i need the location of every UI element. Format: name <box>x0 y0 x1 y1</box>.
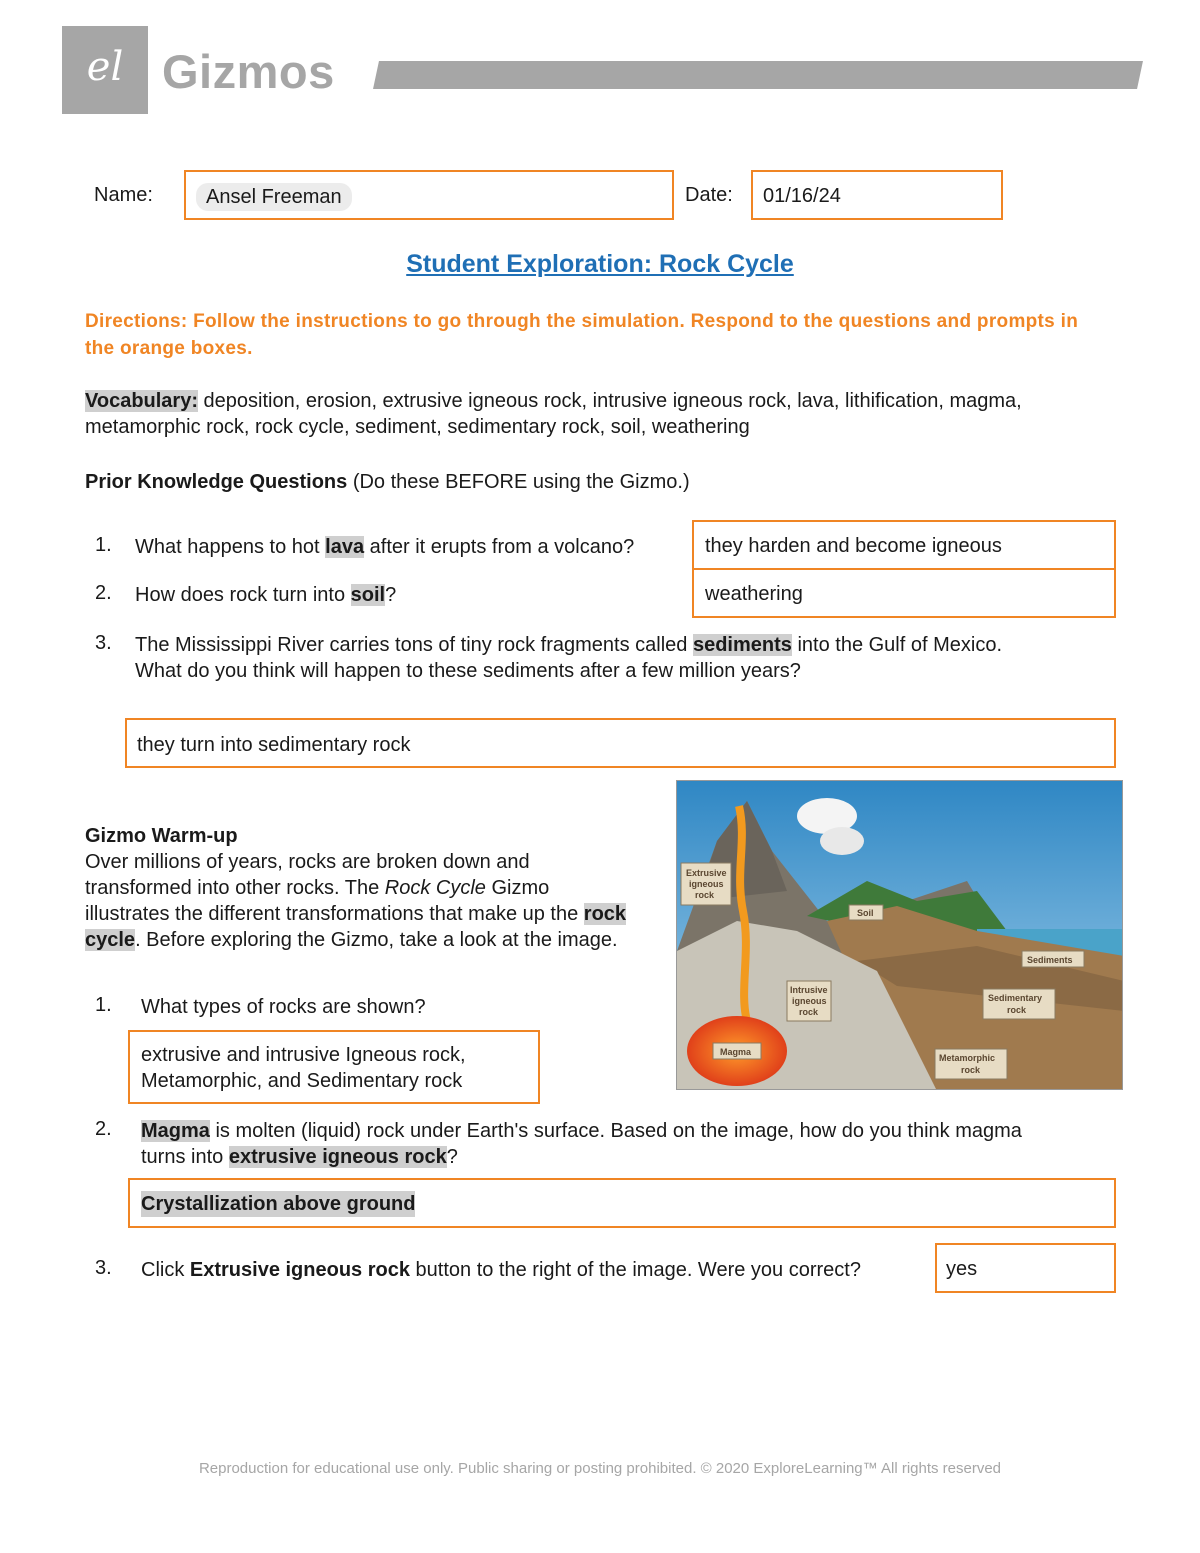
label-metamorphic-2: rock <box>961 1065 981 1075</box>
warmup-line3-pre: illustrates the different transformations that make up the <box>85 903 584 925</box>
label-sediments: Sediments <box>1027 955 1073 965</box>
label-intrusive-1: Intrusive <box>790 985 828 995</box>
prior-q3-number: 3. <box>95 632 112 654</box>
warmup-q2-number: 2. <box>95 1118 112 1140</box>
label-sedimentary-1: Sedimentary <box>988 993 1043 1003</box>
warmup-q3-term: Extrusive igneous rock <box>189 1259 410 1281</box>
prior-q3-term: sediments <box>692 634 792 656</box>
warmup-q1-answer-line2: Metamorphic, and Sedimentary rock <box>141 1070 463 1092</box>
prior-q2-post: ? <box>385 584 397 606</box>
prior-heading <box>85 469 690 495</box>
label-extrusive-1: Extrusive <box>686 868 727 878</box>
prior-q2-answer-box[interactable] <box>692 568 1116 618</box>
warmup-q2-answer: Crystallization above ground <box>141 1193 416 1215</box>
prior-q3-answer: they turn into sedimentary rock <box>137 734 411 756</box>
prior-q3-text <box>135 632 1125 684</box>
warmup-q3-pre: Click <box>141 1259 190 1281</box>
label-intrusive-3: rock <box>799 1007 819 1017</box>
warmup-line3-term: rock <box>583 903 627 925</box>
vocabulary-line2: metamorphic rock, rock cycle, sediment, sedimentary rock, soil, weathering <box>85 416 750 438</box>
date-value: 01/16/24 <box>763 185 841 207</box>
date-field[interactable] <box>751 170 1003 220</box>
directions: Directions: Follow the instructions to go through the simulation. Respond to the questions and prompts in the orange boxes. <box>85 311 1079 359</box>
warmup-line1: Over millions of years, rocks are broken down and <box>85 851 530 873</box>
prior-q1-text <box>135 534 634 560</box>
prior-q3-pre: The Mississippi River carries tons of tiny rock fragments called <box>135 634 693 656</box>
warmup-line4-post: . Before exploring the Gizmo, take a look at the image. <box>135 929 618 951</box>
name-field[interactable] <box>184 170 674 220</box>
name-label: Name: <box>94 184 153 206</box>
warmup-q2-mid: is molten (liquid) rock under Earth's surface. Based on the image, how do you think magma <box>209 1120 1022 1142</box>
prior-q1-post: after it erupts from a volcano? <box>364 536 635 558</box>
warmup-q3-answer: yes <box>946 1258 978 1280</box>
warmup-line4-term: cycle <box>85 929 136 951</box>
prior-q1-term: lava <box>325 536 365 558</box>
prior-q3-post: into the Gulf of Mexico. <box>791 634 1003 656</box>
brand-name: Gizmos <box>162 45 335 98</box>
warmup-line2-em: Rock Cycle <box>384 877 486 899</box>
prior-q1-pre: What happens to hot <box>135 536 326 558</box>
warmup-q2-answer-box[interactable] <box>128 1178 1116 1228</box>
label-extrusive-2: igneous <box>689 879 724 889</box>
warmup-q3-answer-box[interactable] <box>935 1243 1116 1293</box>
label-extrusive-3: rock <box>695 890 715 900</box>
warmup-q2-text <box>141 1118 1131 1170</box>
prior-heading-text: Prior Knowledge Questions <box>85 471 348 493</box>
prior-q3-answer-box[interactable] <box>125 718 1116 768</box>
warmup-q3-text <box>141 1257 861 1283</box>
label-intrusive-2: igneous <box>792 996 827 1006</box>
prior-q1-answer-box[interactable] <box>692 520 1116 570</box>
warmup-q2-term1: Magma <box>141 1120 210 1142</box>
warmup-q1-answer-box[interactable] <box>128 1030 540 1104</box>
warmup-line2-post: Gizmo <box>485 877 550 899</box>
prior-note: (Do these BEFORE using the Gizmo.) <box>347 471 690 493</box>
warmup-intro <box>85 823 675 953</box>
label-soil: Soil <box>857 908 874 918</box>
prior-q2-text <box>135 582 396 608</box>
warmup-q1-answer <box>141 1042 466 1094</box>
label-metamorphic-1: Metamorphic <box>939 1053 996 1063</box>
prior-q2-term: soil <box>350 584 386 606</box>
warmup-q3-post: button to the right of the image. Were you correct? <box>409 1259 861 1281</box>
page-title: Student Exploration: Rock Cycle <box>406 250 794 278</box>
prior-q2-answer: weathering <box>705 583 803 605</box>
label-sedimentary-2: rock <box>1007 1005 1027 1015</box>
header-banner <box>373 61 1143 89</box>
name-value: Ansel Freeman <box>196 183 352 211</box>
date-label: Date: <box>685 184 733 206</box>
warmup-q2-line2-post: ? <box>446 1146 458 1168</box>
prior-q2-pre: How does rock turn into <box>135 584 351 606</box>
rock-cycle-svg <box>677 781 1123 1090</box>
vocabulary-label: Vocabulary: <box>85 390 198 412</box>
cloud <box>820 827 864 855</box>
warmup-line2-pre: transformed into other rocks. The <box>85 877 385 899</box>
vocabulary <box>85 388 1125 440</box>
warmup-q2-line2-pre: turns into <box>141 1146 229 1168</box>
logo-mark: el <box>86 44 124 90</box>
label-magma: Magma <box>720 1047 752 1057</box>
warmup-q2-term2: extrusive igneous rock <box>228 1146 447 1168</box>
warmup-q1-number: 1. <box>95 994 112 1016</box>
warmup-heading: Gizmo Warm-up <box>85 825 238 847</box>
prior-q1-number: 1. <box>95 534 112 556</box>
prior-q3-line2: What do you think will happen to these sediments after a few million years? <box>135 660 801 682</box>
prior-q2-number: 2. <box>95 582 112 604</box>
warmup-q1-text: What types of rocks are shown? <box>141 996 426 1018</box>
lava-channel <box>739 806 747 1021</box>
vocabulary-line1: deposition, erosion, extrusive igneous rock, intrusive igneous rock, lava, lithification, magma, <box>198 390 1022 412</box>
rock-cycle-illustration <box>676 780 1123 1090</box>
footer-copyright: Reproduction for educational use only. Public sharing or posting prohibited. © 2020 ExploreLearning™ All rights reserved <box>198 1460 1002 1477</box>
prior-q1-answer: they harden and become igneous <box>705 535 1002 557</box>
warmup-q1-answer-line1: extrusive and intrusive Igneous rock, <box>141 1044 466 1066</box>
warmup-q3-number: 3. <box>95 1257 112 1279</box>
